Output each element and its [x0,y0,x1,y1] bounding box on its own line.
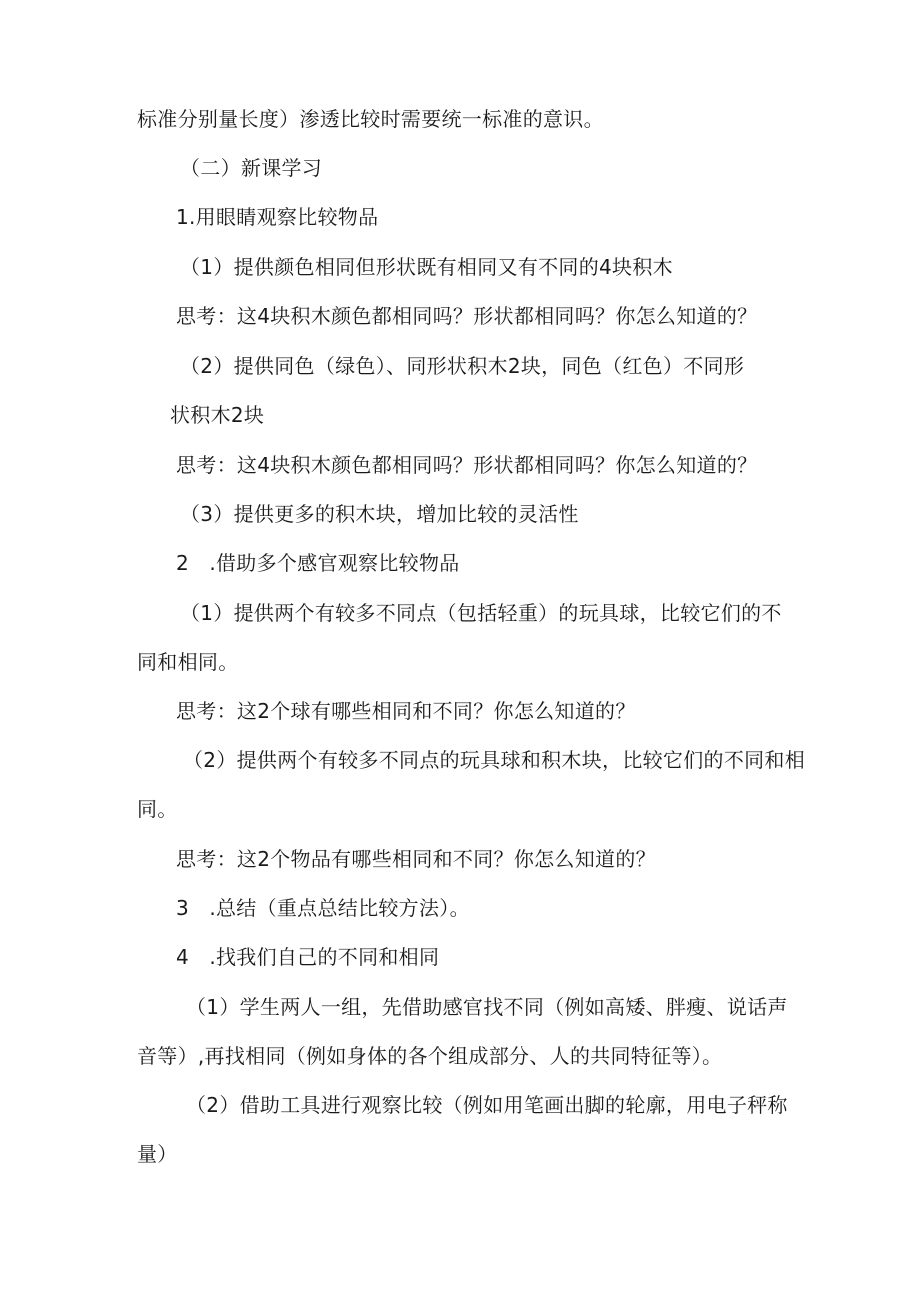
subsection-heading: 1.用眼睛观察比较物品 [176,205,379,229]
text-line: 思考：这4块积木颜色都相同吗？形状都相同吗？你怎么知道的？ [176,453,758,477]
subsection-heading: 3 .总结（重点总结比较方法）。 [176,896,470,920]
text-line: 标准分别量长度）渗透比较时需要统一标准的意识。 [137,107,604,131]
text-line: 同和相同。 [137,650,239,674]
text-line: 同。 [137,797,178,821]
text-line: 音等）,再找相同（例如身体的各个组成部分、人的共同特征等）。 [137,1044,723,1068]
subsection-heading: 2 .借助多个感官观察比较物品 [176,551,460,575]
text-line: （2）借助工具进行观察比较（例如用笔画出脚的轮廓，用电子秤称 [186,1093,788,1117]
text-line: 量） [137,1142,178,1166]
text-line: 思考：这2个球有哪些相同和不同？你怎么知道的？ [176,699,636,723]
subsection-heading: 4 .找我们自己的不同和相同 [176,945,440,969]
text-line: （3）提供更多的积木块，增加比较的灵活性 [180,502,579,526]
text-line: （1）学生两人一组，先借助感官找不同（例如高矮、胖瘦、说话声 [186,995,788,1019]
text-line: （1）提供颜色相同但形状既有相同又有不同的4块积木 [180,255,673,279]
text-line: 状积木2块 [170,403,265,427]
text-line: （2）提供同色（绿色）、同形状积木2块，同色（红色）不同形 [180,354,745,378]
text-line: 思考：这2个物品有哪些相同和不同？你怎么知道的？ [176,847,656,871]
section-heading: （二）新课学习 [180,156,323,180]
text-line: 思考：这4块积木颜色都相同吗？形状都相同吗？你怎么知道的？ [176,304,758,328]
text-line: （1）提供两个有较多不同点（包括轻重）的玩具球，比较它们的不 [180,601,782,625]
text-line: （2）提供两个有较多不同点的玩具球和积木块，比较它们的不同和相 [183,748,806,772]
